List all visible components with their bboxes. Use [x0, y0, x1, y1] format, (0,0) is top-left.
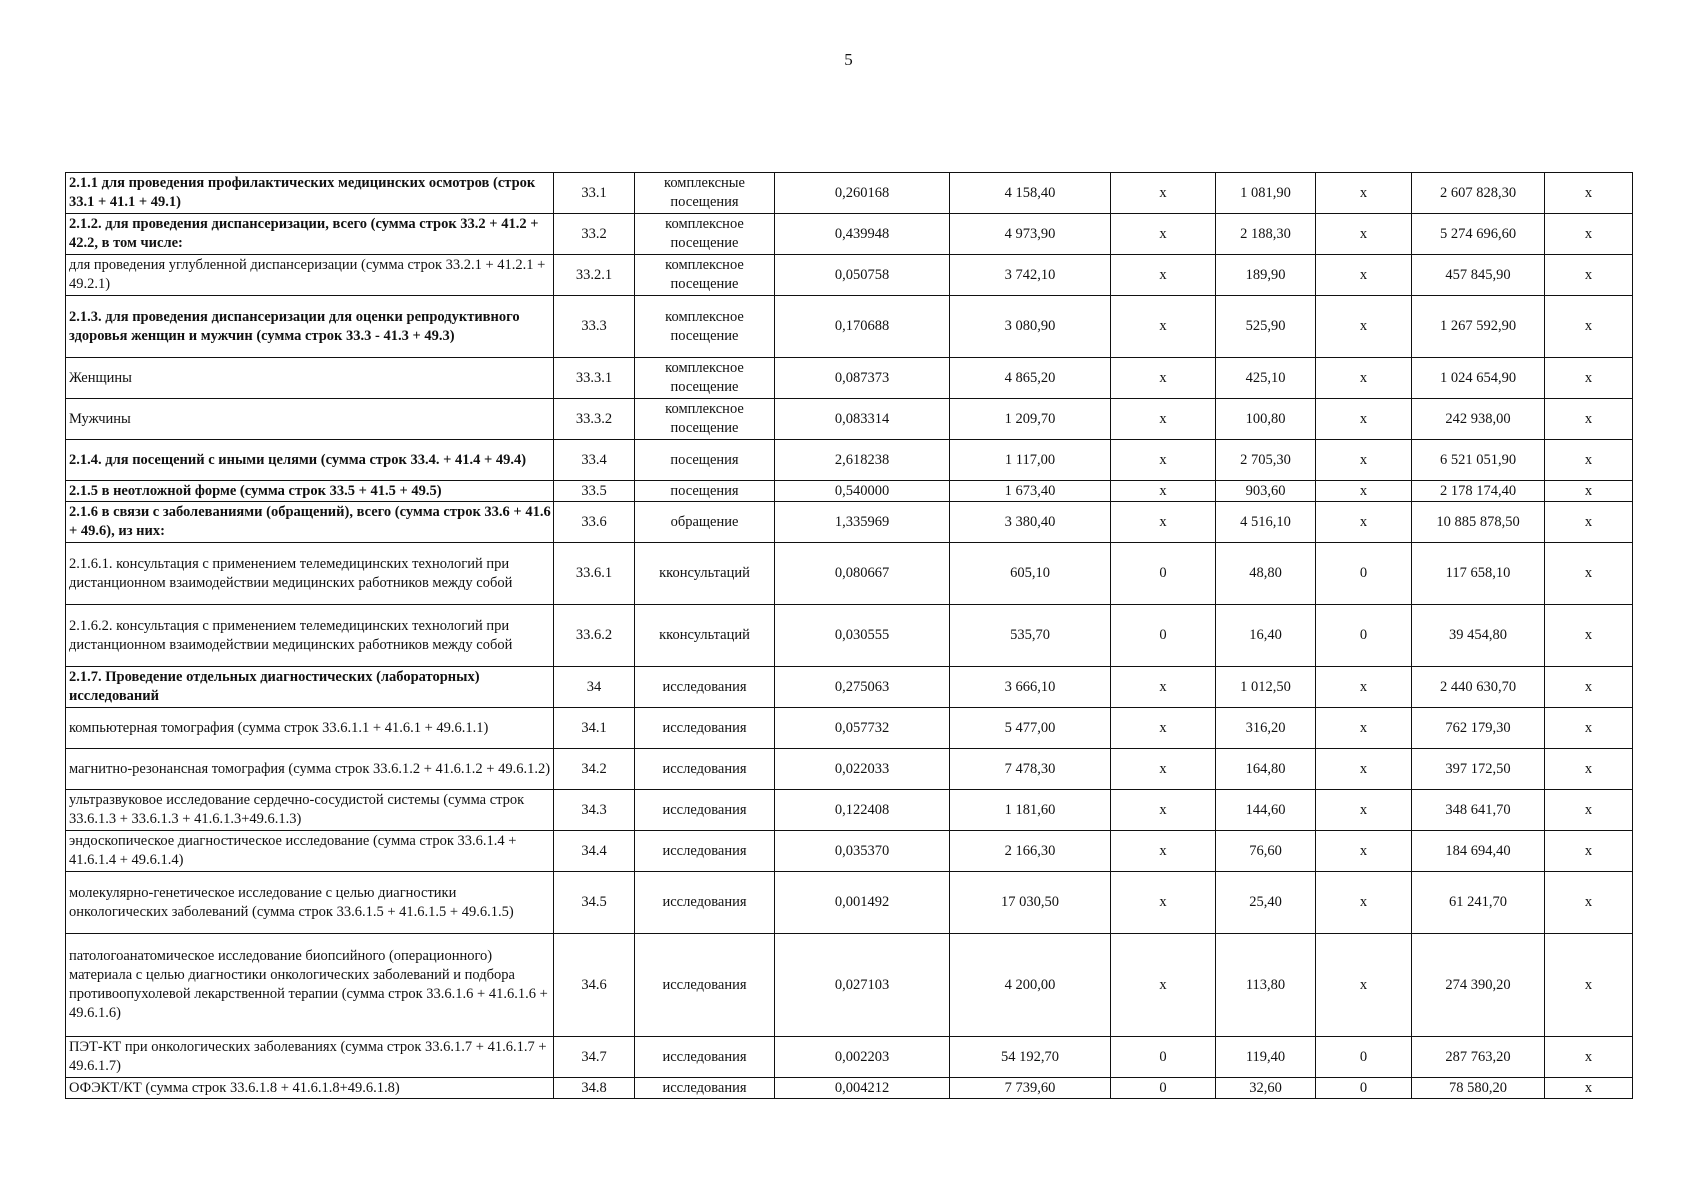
- row-col10: х: [1545, 790, 1633, 831]
- row-col6: х: [1111, 358, 1216, 399]
- row-col6: х: [1111, 502, 1216, 543]
- row-unit: посещения: [635, 481, 775, 502]
- table-row: [66, 708, 1633, 749]
- table-row: [66, 502, 1633, 543]
- table-row: [66, 749, 1633, 790]
- row-name: для проведения углубленной диспансеризации (сумма строк 33.2.1 + 41.2.1 + 49.2.1): [66, 255, 554, 296]
- row-col10: х: [1545, 214, 1633, 255]
- row-col6: 0: [1111, 605, 1216, 667]
- row-col10: х: [1545, 749, 1633, 790]
- row-col7: 1 081,90: [1216, 173, 1316, 214]
- row-col7: 164,80: [1216, 749, 1316, 790]
- row-name: 2.1.3. для проведения диспансеризации для оценки репродуктивного здоровья женщин и мужчин (сумма строк 33.3 - 41.3 + 49.3): [66, 296, 554, 358]
- row-name: 2.1.6 в связи с заболеваниями (обращений), всего (сумма строк 33.6 + 41.6 + 49.6), из них:: [66, 502, 554, 543]
- row-col7: 316,20: [1216, 708, 1316, 749]
- row-unit: исследования: [635, 831, 775, 872]
- row-col9: 242 938,00: [1412, 399, 1545, 440]
- row-unit: исследования: [635, 1078, 775, 1099]
- row-col10: х: [1545, 173, 1633, 214]
- row-col10: х: [1545, 1078, 1633, 1099]
- row-col9: 61 241,70: [1412, 872, 1545, 934]
- row-volume-norm: 0,260168: [775, 173, 950, 214]
- page-number: 5: [844, 50, 853, 69]
- row-volume-norm: 0,057732: [775, 708, 950, 749]
- row-name: патологоанатомическое исследование биопсийного (операционного) материала с целью диагностики онкологических заболеваний и подбора противоопухолевой лекарственной терапии (сумма строк 33.6.1.6 + 41.6.1.6 + 49.6.1.6): [66, 934, 554, 1037]
- row-volume-norm: 1,335969: [775, 502, 950, 543]
- row-col8: х: [1316, 255, 1412, 296]
- row-col6: 0: [1111, 1078, 1216, 1099]
- row-col6: х: [1111, 749, 1216, 790]
- row-unit: исследования: [635, 667, 775, 708]
- row-col8: х: [1316, 790, 1412, 831]
- row-cost-norm: 1 209,70: [950, 399, 1111, 440]
- row-code: 34.6: [554, 934, 635, 1037]
- row-col10: х: [1545, 502, 1633, 543]
- row-code: 33.4: [554, 440, 635, 481]
- row-cost-norm: 54 192,70: [950, 1037, 1111, 1078]
- row-code: 34.1: [554, 708, 635, 749]
- row-volume-norm: 0,080667: [775, 543, 950, 605]
- row-col8: 0: [1316, 1078, 1412, 1099]
- row-volume-norm: 0,001492: [775, 872, 950, 934]
- row-col9: 78 580,20: [1412, 1078, 1545, 1099]
- row-col9: 10 885 878,50: [1412, 502, 1545, 543]
- row-cost-norm: 5 477,00: [950, 708, 1111, 749]
- row-name: Мужчины: [66, 399, 554, 440]
- row-code: 34.5: [554, 872, 635, 934]
- table-row: [66, 667, 1633, 708]
- row-name: 2.1.4. для посещений с иными целями (сумма строк 33.4. + 41.4 + 49.4): [66, 440, 554, 481]
- row-col7: 4 516,10: [1216, 502, 1316, 543]
- row-col7: 189,90: [1216, 255, 1316, 296]
- row-cost-norm: 4 158,40: [950, 173, 1111, 214]
- row-code: 33.6: [554, 502, 635, 543]
- data-table: [65, 172, 1633, 1099]
- row-volume-norm: 0,035370: [775, 831, 950, 872]
- row-name: 2.1.2. для проведения диспансеризации, всего (сумма строк 33.2 + 41.2 + 42.2, в том числе:: [66, 214, 554, 255]
- row-unit: комплексное посещение: [635, 255, 775, 296]
- row-col8: х: [1316, 934, 1412, 1037]
- row-volume-norm: 2,618238: [775, 440, 950, 481]
- table-row: [66, 1037, 1633, 1078]
- row-col8: х: [1316, 214, 1412, 255]
- row-col8: х: [1316, 872, 1412, 934]
- row-name: компьютерная томография (сумма строк 33.6.1.1 + 41.6.1 + 49.6.1.1): [66, 708, 554, 749]
- row-col8: х: [1316, 481, 1412, 502]
- row-code: 34.3: [554, 790, 635, 831]
- row-col7: 16,40: [1216, 605, 1316, 667]
- row-col8: х: [1316, 831, 1412, 872]
- row-unit: исследования: [635, 1037, 775, 1078]
- row-col6: х: [1111, 173, 1216, 214]
- row-col6: 0: [1111, 543, 1216, 605]
- row-col7: 113,80: [1216, 934, 1316, 1037]
- row-name: эндоскопическое диагностическое исследование (сумма строк 33.6.1.4 + 41.6.1.4 + 49.6.1.4): [66, 831, 554, 872]
- row-col9: 2 440 630,70: [1412, 667, 1545, 708]
- row-volume-norm: 0,050758: [775, 255, 950, 296]
- row-col7: 25,40: [1216, 872, 1316, 934]
- row-volume-norm: 0,439948: [775, 214, 950, 255]
- row-code: 33.6.2: [554, 605, 635, 667]
- table-row: [66, 605, 1633, 667]
- row-volume-norm: 0,030555: [775, 605, 950, 667]
- row-unit: комплексное посещение: [635, 399, 775, 440]
- row-unit: кконсультаций: [635, 605, 775, 667]
- row-col10: х: [1545, 255, 1633, 296]
- row-col7: 2 188,30: [1216, 214, 1316, 255]
- row-volume-norm: 0,087373: [775, 358, 950, 399]
- row-cost-norm: 2 166,30: [950, 831, 1111, 872]
- row-col6: х: [1111, 667, 1216, 708]
- row-code: 34.8: [554, 1078, 635, 1099]
- row-cost-norm: 1 117,00: [950, 440, 1111, 481]
- row-col9: 1 024 654,90: [1412, 358, 1545, 399]
- row-cost-norm: 7 739,60: [950, 1078, 1111, 1099]
- row-name: 2.1.6.2. консультация с применением телемедицинских технологий при дистанционном взаимодействии медицинских работников между собой: [66, 605, 554, 667]
- row-col6: х: [1111, 214, 1216, 255]
- row-cost-norm: 7 478,30: [950, 749, 1111, 790]
- table-row: [66, 296, 1633, 358]
- row-col7: 2 705,30: [1216, 440, 1316, 481]
- row-col10: х: [1545, 708, 1633, 749]
- row-code: 34.7: [554, 1037, 635, 1078]
- row-name: молекулярно-генетическое исследование с целью диагностики онкологических заболеваний (сумма строк 33.6.1.5 + 41.6.1.5 + 49.6.1.5): [66, 872, 554, 934]
- row-name: 2.1.5 в неотложной форме (сумма строк 33.5 + 41.5 + 49.5): [66, 481, 554, 502]
- row-col9: 39 454,80: [1412, 605, 1545, 667]
- row-col7: 144,60: [1216, 790, 1316, 831]
- row-col8: х: [1316, 173, 1412, 214]
- row-unit: комплексное посещение: [635, 214, 775, 255]
- row-col6: х: [1111, 790, 1216, 831]
- row-col6: х: [1111, 440, 1216, 481]
- row-col9: 287 763,20: [1412, 1037, 1545, 1078]
- table-row: [66, 255, 1633, 296]
- row-cost-norm: 1 181,60: [950, 790, 1111, 831]
- row-col10: х: [1545, 831, 1633, 872]
- row-col10: х: [1545, 296, 1633, 358]
- row-col10: х: [1545, 399, 1633, 440]
- row-unit: исследования: [635, 934, 775, 1037]
- row-col10: х: [1545, 667, 1633, 708]
- row-col9: 6 521 051,90: [1412, 440, 1545, 481]
- row-col10: х: [1545, 605, 1633, 667]
- row-col9: 2 607 828,30: [1412, 173, 1545, 214]
- row-code: 34: [554, 667, 635, 708]
- row-col9: 117 658,10: [1412, 543, 1545, 605]
- row-code: 33.1: [554, 173, 635, 214]
- row-col8: 0: [1316, 543, 1412, 605]
- row-code: 34.4: [554, 831, 635, 872]
- row-col8: х: [1316, 667, 1412, 708]
- row-col6: х: [1111, 481, 1216, 502]
- row-name: Женщины: [66, 358, 554, 399]
- row-col8: 0: [1316, 605, 1412, 667]
- row-unit: исследования: [635, 708, 775, 749]
- row-code: 33.3.2: [554, 399, 635, 440]
- row-unit: обращение: [635, 502, 775, 543]
- row-col8: 0: [1316, 1037, 1412, 1078]
- row-name: ПЭТ-КТ при онкологических заболеваниях (сумма строк 33.6.1.7 + 41.6.1.7 + 49.6.1.7): [66, 1037, 554, 1078]
- row-cost-norm: 4 865,20: [950, 358, 1111, 399]
- row-volume-norm: 0,170688: [775, 296, 950, 358]
- table-row: [66, 543, 1633, 605]
- row-col9: 274 390,20: [1412, 934, 1545, 1037]
- row-cost-norm: 3 742,10: [950, 255, 1111, 296]
- row-col9: 5 274 696,60: [1412, 214, 1545, 255]
- row-cost-norm: 4 973,90: [950, 214, 1111, 255]
- table-row: [66, 173, 1633, 214]
- row-code: 33.2.1: [554, 255, 635, 296]
- row-name: 2.1.6.1. консультация с применением телемедицинских технологий при дистанционном взаимодействии медицинских работников между собой: [66, 543, 554, 605]
- row-code: 33.3: [554, 296, 635, 358]
- row-cost-norm: 1 673,40: [950, 481, 1111, 502]
- row-col7: 48,80: [1216, 543, 1316, 605]
- table-row: [66, 358, 1633, 399]
- row-col8: х: [1316, 749, 1412, 790]
- row-col7: 425,10: [1216, 358, 1316, 399]
- row-col10: х: [1545, 1037, 1633, 1078]
- table-row: [66, 481, 1633, 502]
- row-col6: х: [1111, 934, 1216, 1037]
- table-row: [66, 214, 1633, 255]
- row-code: 33.2: [554, 214, 635, 255]
- row-code: 34.2: [554, 749, 635, 790]
- row-col6: 0: [1111, 1037, 1216, 1078]
- row-cost-norm: 605,10: [950, 543, 1111, 605]
- row-col7: 32,60: [1216, 1078, 1316, 1099]
- row-col8: х: [1316, 440, 1412, 481]
- row-unit: исследования: [635, 790, 775, 831]
- row-code: 33.6.1: [554, 543, 635, 605]
- row-col10: х: [1545, 543, 1633, 605]
- row-cost-norm: 3 080,90: [950, 296, 1111, 358]
- row-col8: х: [1316, 358, 1412, 399]
- row-col10: х: [1545, 934, 1633, 1037]
- row-unit: комплексное посещение: [635, 296, 775, 358]
- row-col8: х: [1316, 708, 1412, 749]
- row-code: 33.3.1: [554, 358, 635, 399]
- row-col10: х: [1545, 872, 1633, 934]
- table-row: [66, 831, 1633, 872]
- row-cost-norm: 535,70: [950, 605, 1111, 667]
- row-volume-norm: 0,002203: [775, 1037, 950, 1078]
- row-name: 2.1.7. Проведение отдельных диагностических (лабораторных) исследований: [66, 667, 554, 708]
- row-unit: исследования: [635, 872, 775, 934]
- row-col9: 2 178 174,40: [1412, 481, 1545, 502]
- row-col7: 903,60: [1216, 481, 1316, 502]
- row-col9: 762 179,30: [1412, 708, 1545, 749]
- table-row: [66, 1078, 1633, 1099]
- row-name: ультразвуковое исследование сердечно-сосудистой системы (сумма строк 33.6.1.3 + 33.6.1.3 + 41.6.1.3+49.6.1.3): [66, 790, 554, 831]
- row-col10: х: [1545, 481, 1633, 502]
- row-col7: 1 012,50: [1216, 667, 1316, 708]
- row-col6: х: [1111, 831, 1216, 872]
- table-body: [66, 173, 1633, 1099]
- table-row: [66, 790, 1633, 831]
- table-row: [66, 399, 1633, 440]
- row-cost-norm: 3 666,10: [950, 667, 1111, 708]
- table-row: [66, 934, 1633, 1037]
- row-col7: 525,90: [1216, 296, 1316, 358]
- row-col6: х: [1111, 708, 1216, 749]
- row-col6: х: [1111, 255, 1216, 296]
- row-col8: х: [1316, 296, 1412, 358]
- row-col10: х: [1545, 440, 1633, 481]
- row-unit: комплексное посещение: [635, 358, 775, 399]
- row-col7: 119,40: [1216, 1037, 1316, 1078]
- row-cost-norm: 3 380,40: [950, 502, 1111, 543]
- row-volume-norm: 0,083314: [775, 399, 950, 440]
- row-name: 2.1.1 для проведения профилактических медицинских осмотров (строк 33.1 + 41.1 + 49.1): [66, 173, 554, 214]
- row-volume-norm: 0,027103: [775, 934, 950, 1037]
- row-unit: посещения: [635, 440, 775, 481]
- row-volume-norm: 0,022033: [775, 749, 950, 790]
- row-unit: исследования: [635, 749, 775, 790]
- row-name: магнитно-резонансная томография (сумма строк 33.6.1.2 + 41.6.1.2 + 49.6.1.2): [66, 749, 554, 790]
- row-name: ОФЭКТ/КТ (сумма строк 33.6.1.8 + 41.6.1.8+49.6.1.8): [66, 1078, 554, 1099]
- row-volume-norm: 0,540000: [775, 481, 950, 502]
- row-unit: комплексные посещения: [635, 173, 775, 214]
- row-col10: х: [1545, 358, 1633, 399]
- row-cost-norm: 4 200,00: [950, 934, 1111, 1037]
- row-col8: х: [1316, 502, 1412, 543]
- row-col7: 100,80: [1216, 399, 1316, 440]
- row-col6: х: [1111, 399, 1216, 440]
- row-col9: 348 641,70: [1412, 790, 1545, 831]
- row-col6: х: [1111, 872, 1216, 934]
- row-col8: х: [1316, 399, 1412, 440]
- row-volume-norm: 0,275063: [775, 667, 950, 708]
- row-col7: 76,60: [1216, 831, 1316, 872]
- row-code: 33.5: [554, 481, 635, 502]
- table-row: [66, 440, 1633, 481]
- row-col9: 1 267 592,90: [1412, 296, 1545, 358]
- row-volume-norm: 0,004212: [775, 1078, 950, 1099]
- table-row: [66, 872, 1633, 934]
- row-volume-norm: 0,122408: [775, 790, 950, 831]
- row-cost-norm: 17 030,50: [950, 872, 1111, 934]
- row-unit: кконсультаций: [635, 543, 775, 605]
- row-col6: х: [1111, 296, 1216, 358]
- row-col9: 397 172,50: [1412, 749, 1545, 790]
- row-col9: 457 845,90: [1412, 255, 1545, 296]
- row-col9: 184 694,40: [1412, 831, 1545, 872]
